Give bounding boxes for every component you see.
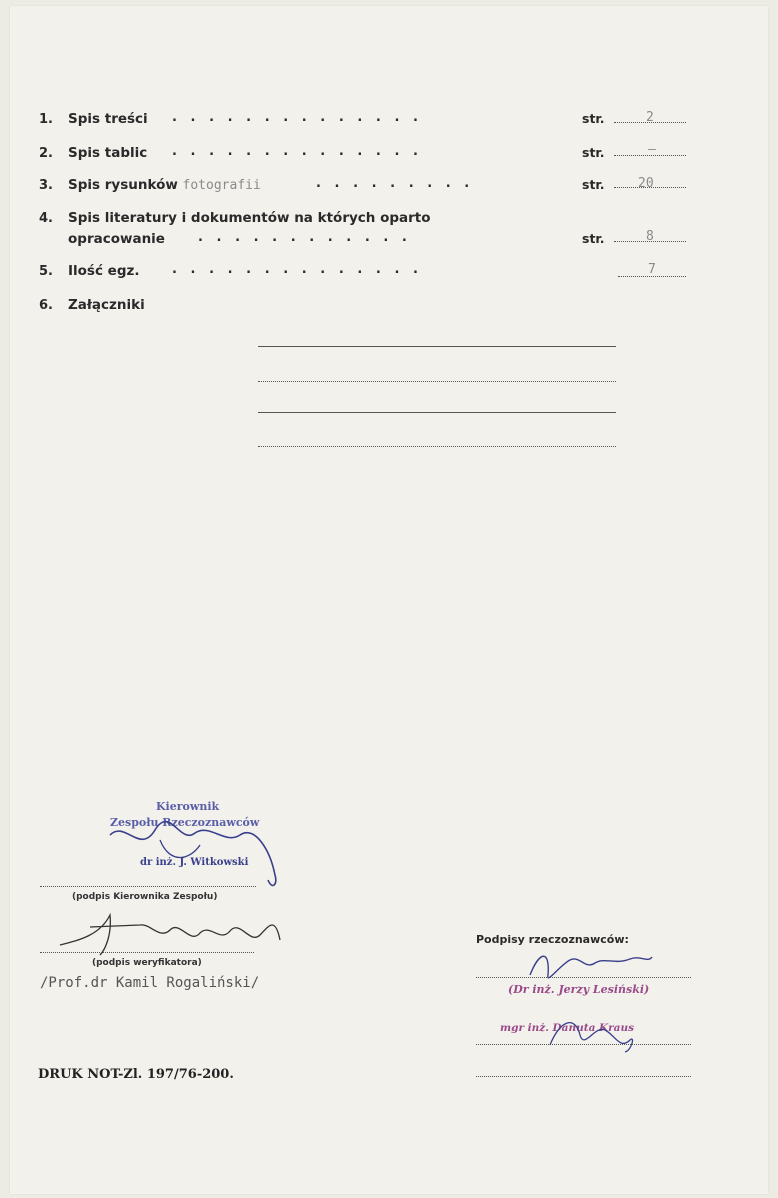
copies-value: 7 <box>648 262 656 277</box>
item-number-5: 5. <box>39 264 53 279</box>
leader-dots: ............ <box>198 230 421 245</box>
verifier-name: /Prof.dr Kamil Rogaliński/ <box>40 975 260 991</box>
item-label-tables: Spis tablic <box>68 145 148 161</box>
item-number-4: 4. <box>39 211 53 226</box>
page-value: 20 <box>638 176 654 191</box>
expert1-name: (Dr inż. Jerzy Lesiński) <box>508 983 650 996</box>
item-label-literature: Spis literatury i dokumentów na których oparto <box>68 210 431 226</box>
item-number-2: 2. <box>39 146 53 161</box>
head-signature-line <box>40 886 256 887</box>
item-label-attachments: Załączniki <box>68 297 145 313</box>
page-prefix: str. <box>582 111 605 126</box>
attachment-line-1 <box>258 346 616 347</box>
expert3-signature-line <box>476 1076 691 1077</box>
item-number-3: 3. <box>39 178 53 193</box>
expert2-signature-line <box>476 1044 691 1045</box>
verifier-signature-line <box>40 952 254 953</box>
item-label-figures-wrap <box>68 177 261 193</box>
attachment-line-4 <box>258 446 616 447</box>
expert2-name: mgr inż. Danuta Kraus <box>500 1022 635 1034</box>
head-signature <box>100 815 290 895</box>
item-number-1: 1. <box>39 112 53 127</box>
attachment-line-3 <box>258 412 616 413</box>
attachment-line-2 <box>258 381 616 382</box>
caption-verifier: (podpis weryfikatora) <box>92 958 202 968</box>
page-value: 8 <box>646 229 654 244</box>
verifier-signature <box>50 905 290 965</box>
item-label-copies: Ilość egz. <box>68 263 140 279</box>
stamp-line-1: Kierownik <box>156 800 220 813</box>
expert1-signature-line <box>476 977 691 978</box>
page-prefix: str. <box>582 145 605 160</box>
item-label-figures: Spis rysunków <box>68 177 178 193</box>
print-code: DRUK NOT-Zl. 197/76-200. <box>38 1067 234 1082</box>
stamp-line-3: dr inż. J. Witkowski <box>140 857 249 868</box>
page-prefix: str. <box>582 231 605 246</box>
leader-dots: .............. <box>172 262 432 277</box>
expert1-signature <box>520 945 660 985</box>
caption-head-of-team: (podpis Kierownika Zespołu) <box>72 892 218 902</box>
typed-insert: fotografii <box>182 178 261 193</box>
expert2-signature <box>540 1010 640 1055</box>
leader-dots: .............. <box>172 144 432 159</box>
page-value: – <box>648 142 656 157</box>
stamp-line-2: Zespołu Rzeczoznawców <box>110 816 260 829</box>
page-value: 2 <box>646 110 654 125</box>
page-prefix: str. <box>582 177 605 192</box>
item-number-6: 6. <box>39 298 53 313</box>
item-label-literature-cont: opracowanie <box>68 231 165 247</box>
leader-dots: .............. <box>172 110 432 125</box>
leader-dots: ......... <box>316 176 483 191</box>
item-label-contents: Spis treści <box>68 111 148 127</box>
experts-title: Podpisy rzeczoznawców: <box>476 933 629 946</box>
